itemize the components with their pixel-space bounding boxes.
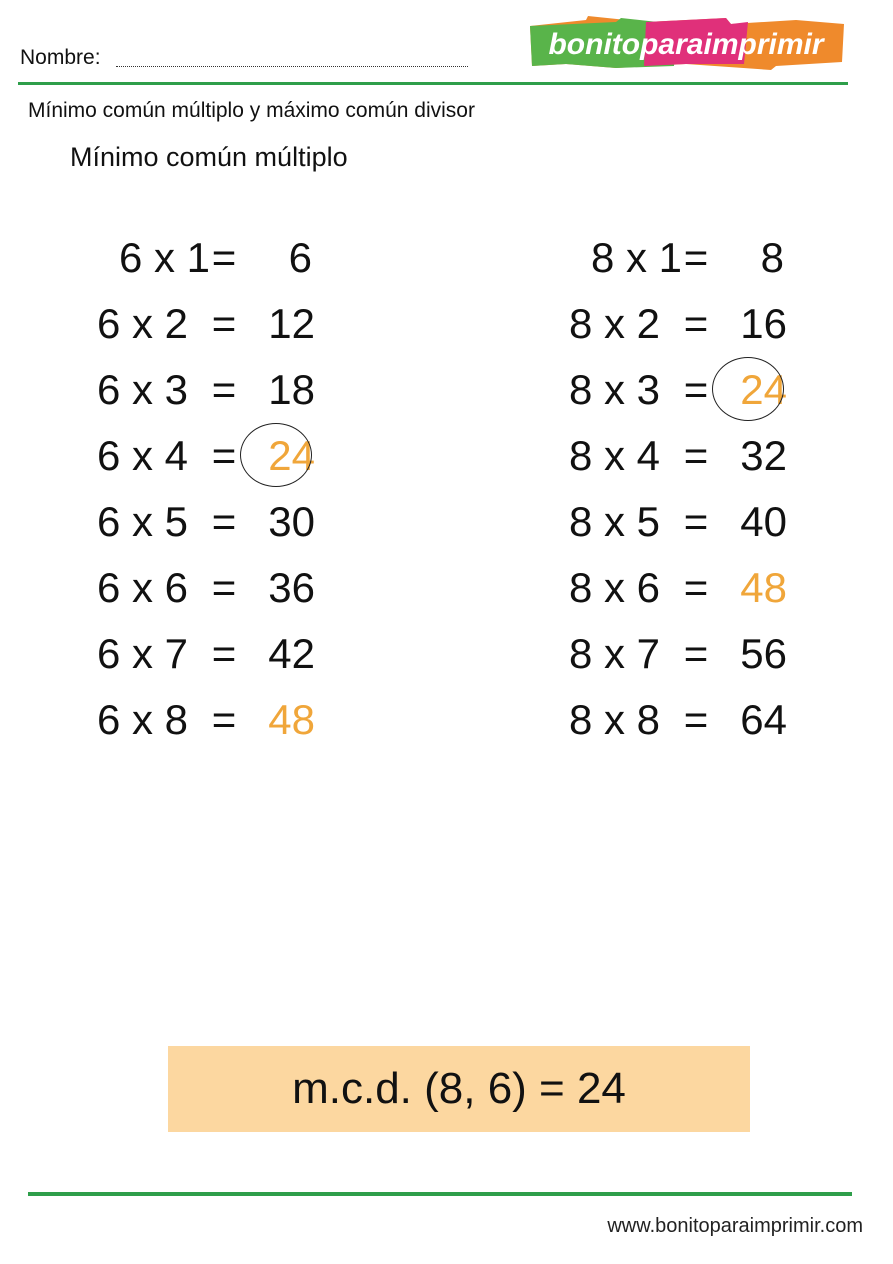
- expression: 8 x 8: [568, 696, 660, 743]
- equals-sign: =: [683, 234, 709, 281]
- result: 6: [288, 234, 312, 281]
- result: 30: [268, 498, 315, 545]
- expression: 8 x 5: [568, 498, 660, 545]
- expression: 8 x 1: [590, 234, 682, 281]
- equals-sign: =: [211, 630, 237, 677]
- expression: 8 x 7: [568, 630, 660, 677]
- table-row: [80, 362, 330, 428]
- table-row: [80, 626, 330, 692]
- expression: 6 x 8: [96, 696, 188, 743]
- result: 42: [268, 630, 315, 677]
- equals-sign: =: [683, 564, 709, 611]
- circled-common-multiple: 24: [722, 362, 787, 418]
- name-field[interactable]: [116, 66, 468, 67]
- expression: 6 x 5: [96, 498, 188, 545]
- equals-sign: =: [683, 630, 709, 677]
- table-row: [552, 494, 802, 560]
- table-row: [552, 626, 802, 692]
- result: 36: [268, 564, 315, 611]
- equals-sign: =: [211, 234, 237, 281]
- expression: 6 x 6: [96, 564, 188, 611]
- section-title: Mínimo común múltiplo: [70, 142, 348, 172]
- equals-sign: =: [683, 696, 709, 743]
- equals-sign: =: [211, 300, 237, 347]
- table-row: [552, 428, 802, 494]
- subtitle: Mínimo común múltiplo y máximo común divisor: [28, 99, 475, 122]
- table-row: [552, 560, 802, 626]
- result: 12: [268, 300, 315, 347]
- table-row: [552, 362, 802, 428]
- result-box: [168, 1046, 750, 1132]
- table-row: [80, 560, 330, 626]
- result: 32: [740, 432, 787, 479]
- result: 56: [740, 630, 787, 677]
- highlighted-common-multiple: 48: [740, 564, 787, 611]
- equals-sign: =: [683, 432, 709, 479]
- table-row: [552, 296, 802, 362]
- equals-sign: =: [683, 366, 709, 413]
- table-row: [80, 230, 330, 296]
- expression: 6 x 3: [96, 366, 188, 413]
- result: 8: [760, 234, 784, 281]
- result: 64: [740, 696, 787, 743]
- footer-url: www.bonitoparaimprimir.com: [607, 1215, 863, 1237]
- result-text: m.c.d. (8, 6) = 24: [292, 1064, 626, 1113]
- result: 40: [740, 498, 787, 545]
- table-row: [552, 230, 802, 296]
- right-multiplication-table: [552, 230, 802, 758]
- highlighted-common-multiple: 48: [268, 696, 315, 743]
- table-row: [552, 692, 802, 758]
- expression: 8 x 3: [568, 366, 660, 413]
- result: 18: [268, 366, 315, 413]
- equals-sign: =: [211, 366, 237, 413]
- table-row: [80, 428, 330, 494]
- equals-sign: =: [211, 432, 237, 479]
- expression: 6 x 2: [96, 300, 188, 347]
- table-row: [80, 692, 330, 758]
- table-row: [80, 296, 330, 362]
- expression: 8 x 2: [568, 300, 660, 347]
- svg-text:bonitoparaimprimir: bonitoparaimprimir: [548, 28, 824, 61]
- expression: 6 x 4: [96, 432, 188, 479]
- equals-sign: =: [683, 300, 709, 347]
- name-label: Nombre:: [20, 46, 101, 69]
- equals-sign: =: [211, 564, 237, 611]
- equals-sign: =: [211, 498, 237, 545]
- table-row: [80, 494, 330, 560]
- equals-sign: =: [683, 498, 709, 545]
- expression: 8 x 6: [568, 564, 660, 611]
- top-rule: [18, 82, 848, 85]
- expression: 8 x 4: [568, 432, 660, 479]
- expression: 6 x 1: [118, 234, 210, 281]
- left-multiplication-table: [80, 230, 330, 758]
- expression: 6 x 7: [96, 630, 188, 677]
- bottom-rule: [28, 1192, 852, 1196]
- result: 16: [740, 300, 787, 347]
- logo: [526, 14, 848, 72]
- equals-sign: =: [211, 696, 237, 743]
- circled-common-multiple: 24: [250, 428, 315, 484]
